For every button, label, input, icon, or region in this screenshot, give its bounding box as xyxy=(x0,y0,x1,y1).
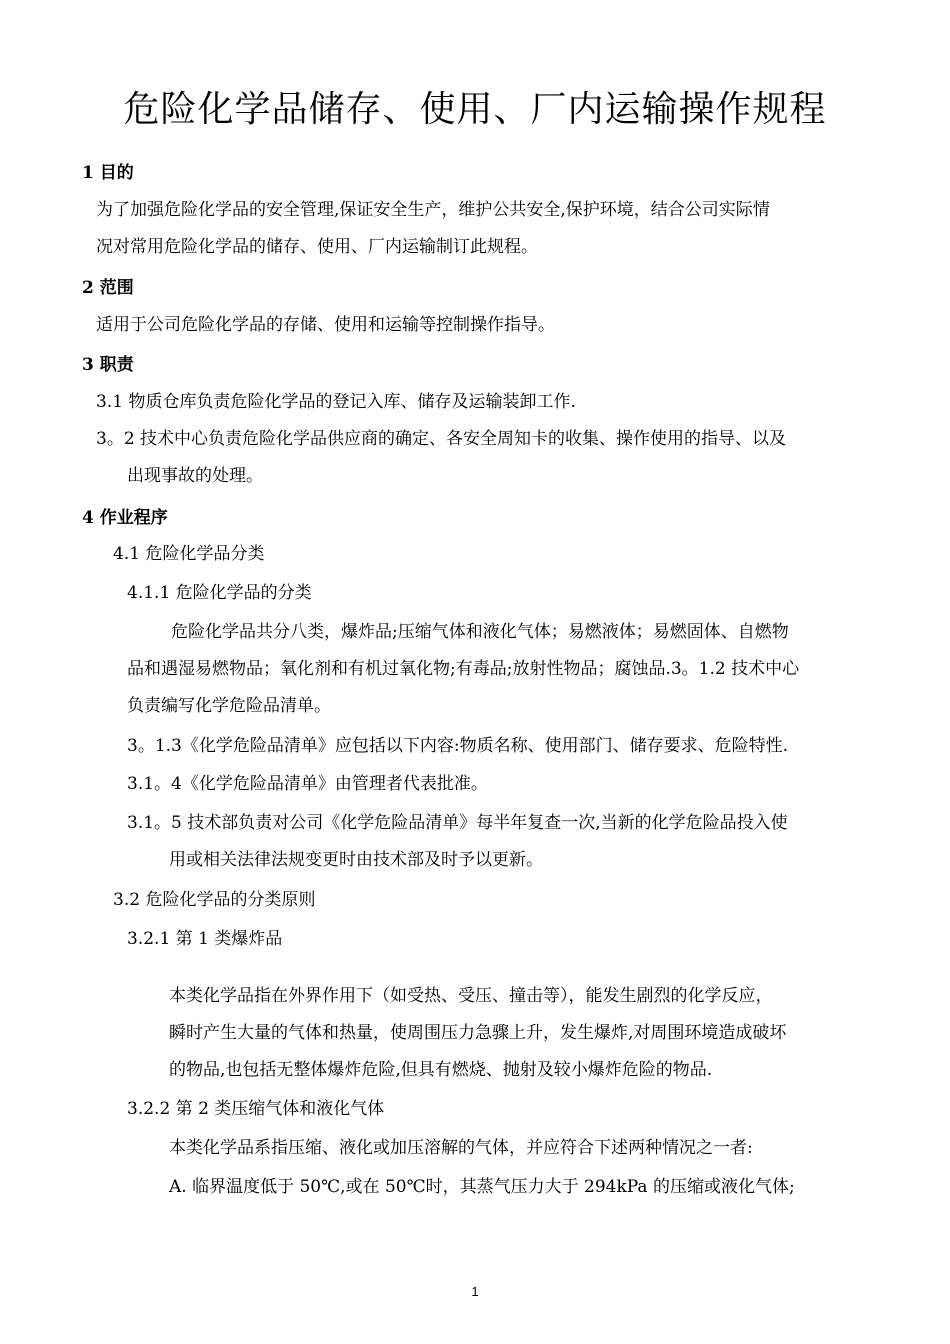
paragraph-line: 危险化学品共分八类，爆炸品;压缩气体和液化气体；易燃液体；易燃固体、自燃物 xyxy=(171,622,789,642)
paragraph-line: 3.1 物质仓库负责危险化学品的登记入库、储存及运输装卸工作. xyxy=(96,392,576,412)
paragraph-line: 3。2 技术中心负责危险化学品供应商的确定、各安全周知卡的收集、操作使用的指导、以及 xyxy=(96,429,787,449)
section-heading-responsibilities: 3 职责 xyxy=(82,355,134,375)
subsection-heading: 4.1.1 危险化学品的分类 xyxy=(127,583,312,603)
subsection-heading: 3.2 危险化学品的分类原则 xyxy=(113,890,316,910)
section-heading-procedure: 4 作业程序 xyxy=(82,508,168,528)
paragraph-line: 瞬时产生大量的气体和热量，使周围压力急骤上升，发生爆炸,对周围环境造成破坏 xyxy=(169,1023,787,1043)
paragraph-line: 为了加强危险化学品的安全管理,保证安全生产，维护公共安全,保护环境，结合公司实际情 xyxy=(96,200,770,220)
document-title: 危险化学品储存、使用、厂内运输操作规程 xyxy=(123,89,827,130)
subsection-heading: 4.1 危险化学品分类 xyxy=(113,544,265,564)
paragraph-line: 况对常用危险化学品的储存、使用、厂内运输制订此规程。 xyxy=(96,237,538,257)
page-number: 1 xyxy=(471,1284,479,1299)
paragraph-line: 本类化学品指在外界作用下（如受热、受压、撞击等），能发生剧烈的化学反应， xyxy=(169,986,773,1006)
section-heading-purpose: 1 目的 xyxy=(82,163,134,183)
paragraph-line: 出现事故的处理。 xyxy=(127,466,263,486)
paragraph-line: 负责编写化学危险品清单。 xyxy=(127,696,331,716)
paragraph-line: 3.1。5 技术部负责对公司《化学危险品清单》每半年复查一次,当新的化学危险品投入使 xyxy=(127,813,788,833)
subsection-heading: 3.2.1 第 1 类爆炸品 xyxy=(127,929,283,949)
paragraph-line: 3。1.3《化学危险品清单》应包括以下内容:物质名称、使用部门、储存要求、危险特性. xyxy=(127,736,788,756)
paragraph-line: 适用于公司危险化学品的存储、使用和运输等控制操作指导。 xyxy=(96,315,555,335)
paragraph-line: 3.1。4《化学危险品清单》由管理者代表批准。 xyxy=(127,774,488,794)
section-heading-scope: 2 范围 xyxy=(82,278,134,298)
list-item: A. 临界温度低于 50℃,或在 50℃时，其蒸气压力大于 294kPa 的压缩或液化气体; xyxy=(169,1177,795,1197)
paragraph-line: 本类化学品系指压缩、液化或加压溶解的气体，并应符合下述两种情况之一者: xyxy=(169,1138,753,1158)
paragraph-line: 的物品,也包括无整体爆炸危险,但具有燃烧、抛射及较小爆炸危险的物品. xyxy=(169,1060,713,1080)
paragraph-line: 用或相关法律法规变更时由技术部及时予以更新。 xyxy=(169,850,543,870)
subsection-heading: 3.2.2 第 2 类压缩气体和液化气体 xyxy=(127,1099,385,1119)
paragraph-line: 品和遇湿易燃物品；氧化剂和有机过氧化物;有毒品;放射性物品；腐蚀品.3。1.2 技术中心 xyxy=(127,659,800,679)
